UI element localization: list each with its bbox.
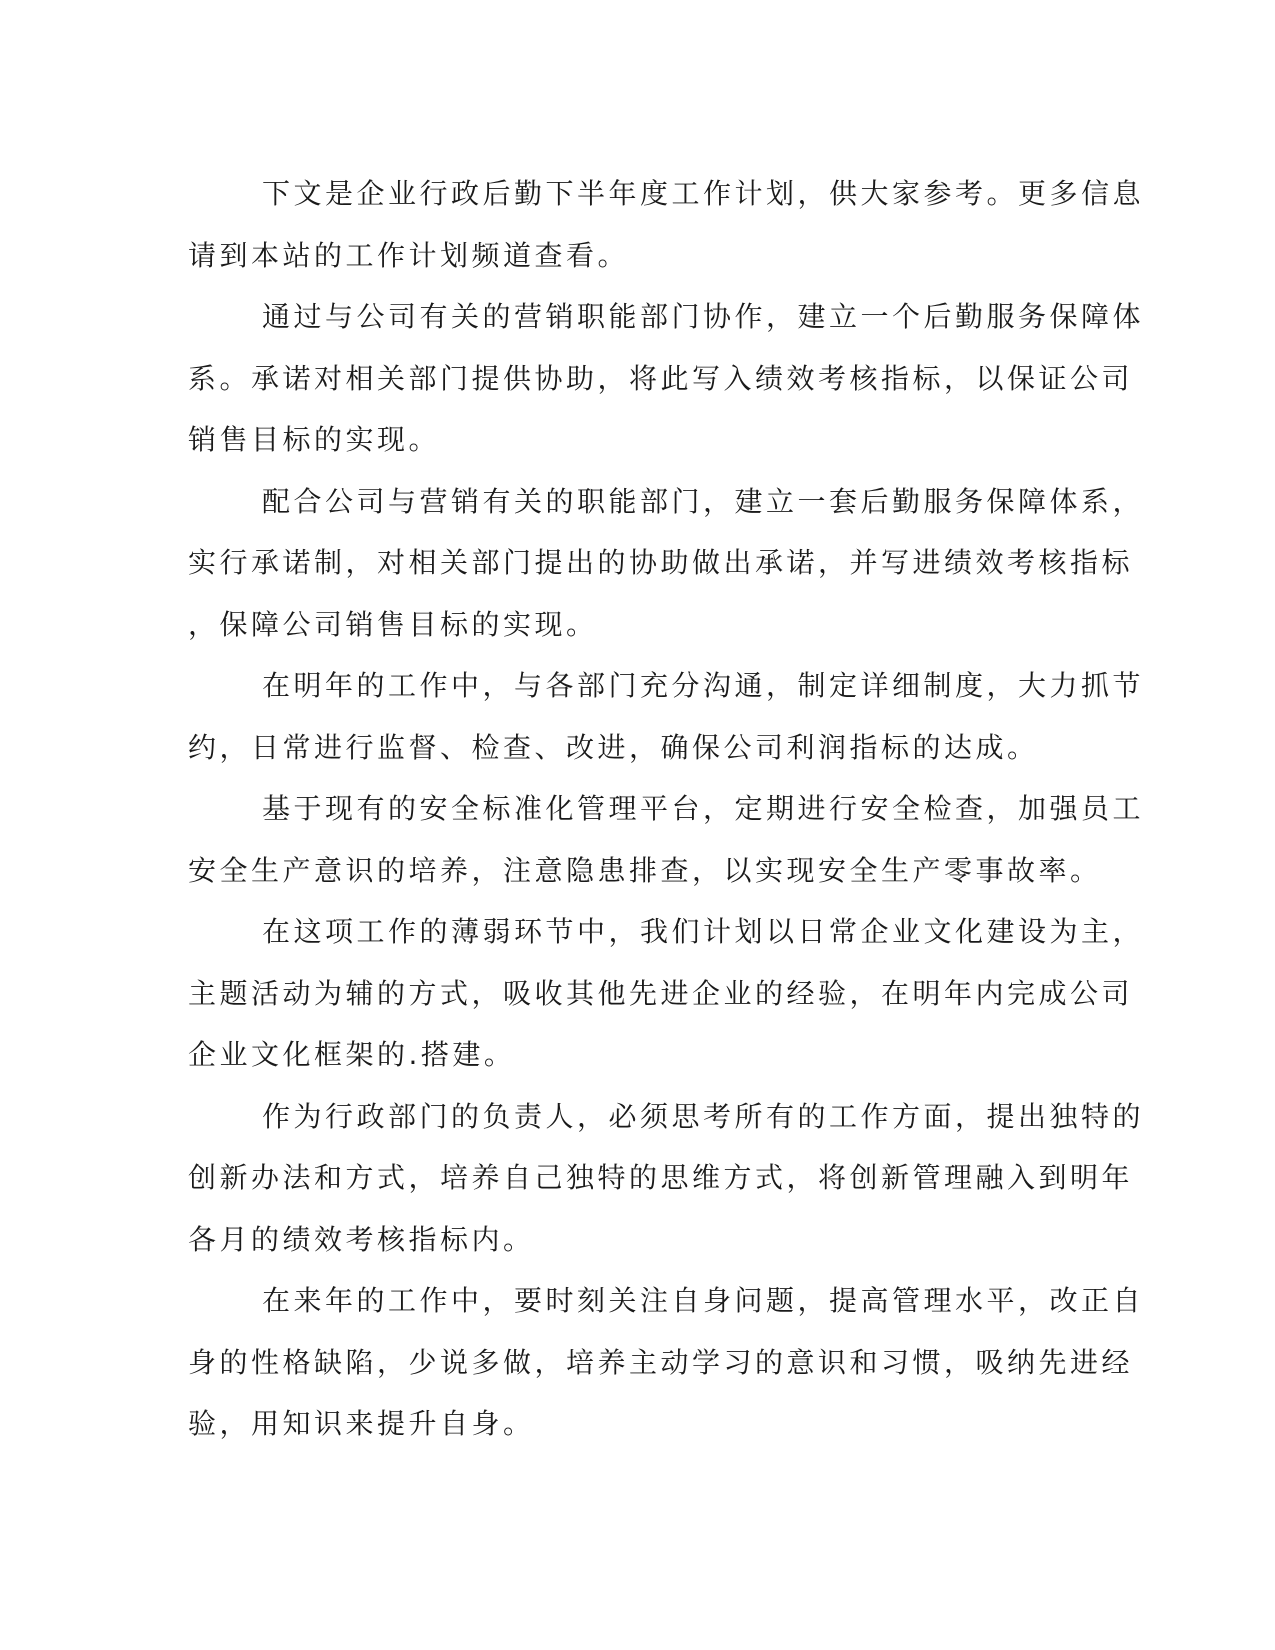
paragraph-line: 通过与公司有关的营销职能部门协作，建立一个后勤服务保障体 bbox=[262, 300, 1145, 333]
paragraph-line: 配合公司与营销有关的职能部门，建立一套后勤服务保障体系， bbox=[262, 484, 1145, 518]
paragraph-line: 下文是企业行政后勤下半年度工作计划，供大家参考。更多信息 bbox=[262, 177, 1145, 210]
paragraph-line: 请到本站的工作计划频道查看。 bbox=[188, 238, 630, 272]
paragraph-line: 创新办法和方式，培养自己独特的思维方式，将创新管理融入到明年 bbox=[188, 1161, 1134, 1194]
paragraph-line: 销售目标的实现。 bbox=[188, 423, 441, 456]
paragraph-line: 在这项工作的薄弱环节中，我们计划以日常企业文化建设为主， bbox=[262, 915, 1145, 948]
paragraph-line: 安全生产意识的培养，注意隐患排查，以实现安全生产零事故率。 bbox=[188, 853, 1102, 887]
paragraph-self-improvement bbox=[188, 1270, 1145, 1455]
paragraph-line: 系。承诺对相关部门提供协助，将此写入绩效考核指标，以保证公司 bbox=[188, 361, 1134, 395]
paragraph-line: 基于现有的安全标准化管理平台，定期进行安全检查，加强员工 bbox=[262, 792, 1145, 825]
paragraph-commitment bbox=[188, 471, 1145, 656]
paragraph-line: 在明年的工作中，与各部门充分沟通，制定详细制度，大力抓节 bbox=[262, 669, 1145, 702]
paragraph-line: 约，日常进行监督、检查、改进，确保公司利润指标的达成。 bbox=[188, 730, 1039, 764]
paragraph-line: 身的性格缺陷，少说多做，培养主动学习的意识和习惯，吸纳先进经 bbox=[188, 1345, 1134, 1379]
document-body bbox=[188, 163, 1145, 1455]
paragraph-line: ，保障公司销售目标的实现。 bbox=[188, 607, 598, 641]
paragraph-innovation bbox=[188, 1086, 1145, 1271]
paragraph-safety bbox=[188, 778, 1145, 901]
paragraph-intro bbox=[188, 163, 1145, 286]
paragraph-line: 主题活动为辅的方式，吸收其他先进企业的经验，在明年内完成公司 bbox=[188, 976, 1134, 1010]
paragraph-line: 作为行政部门的负责人，必须思考所有的工作方面，提出独特的 bbox=[262, 1099, 1145, 1133]
paragraph-logistics-system bbox=[188, 286, 1145, 471]
paragraph-line: 验，用知识来提升自身。 bbox=[188, 1407, 535, 1440]
paragraph-cost-saving bbox=[188, 655, 1145, 778]
paragraph-line: 各月的绩效考核指标内。 bbox=[188, 1222, 535, 1256]
paragraph-line: 实行承诺制，对相关部门提出的协助做出承诺，并写进绩效考核指标 bbox=[188, 546, 1134, 579]
paragraph-line: 企业文化框架的.搭建。 bbox=[188, 1038, 516, 1071]
paragraph-culture bbox=[188, 901, 1145, 1086]
paragraph-line: 在来年的工作中，要时刻关注自身问题，提高管理水平，改正自 bbox=[262, 1284, 1145, 1317]
